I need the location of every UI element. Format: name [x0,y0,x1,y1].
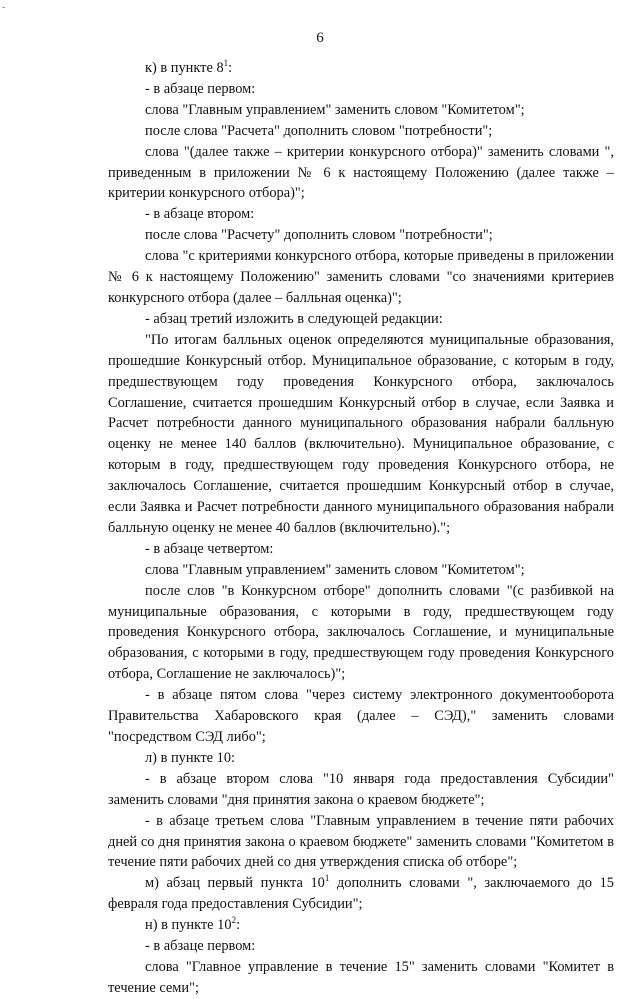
paragraph-item-l: л) в пункте 10: [145,749,236,766]
paragraph: - в абзаце пятом слова "через систему электронного документооборота Правительства Хабаровского края (далее – СЭД)," заменить словами "посредством СЭД либо"; [108,687,614,745]
page-number: 6 [316,30,324,46]
paragraph-new-wording: "По итогам балльных оценок определяются муниципальные образования, прошедшие Конкурсный отбор. Муниципальное образование, с которым в году, предшествующем году проведения Конкурсного отбора, заключалось Соглашение, считается прошедшим Конкурсный отбор в случае, если Заявка и Расчет потребности данного муниципального образования набрали балльную оценку не менее 140 баллов (включительно). Муниципальное образование, с которым в году, предшествующем году проведения Конкурсного отбора, не заключалось Соглашение, считается прошедшим Конкурсный отбор в случае, если Заявка и Расчет потребности данного муниципального образования набрали балльную оценку не менее 40 баллов (включительно)."; [108,331,614,536]
paragraph: слова "Главным управлением" заменить словом "Комитетом"; [145,101,525,118]
paragraph-item-k: к) в пункте $8^1$: [145,58,233,76]
paragraph: - в абзаце втором: [145,206,255,223]
document-body [108,58,614,999]
paragraph: - в абзаце четвертом: [145,540,274,557]
paragraph: после слов "в Конкурсном отборе" дополнить словами "(с разбивкой на муниципальные образования, с которыми в году, предшествующем году проведения Конкурсного отбора, заключалось Соглашение, и муниципальные образования, с которыми в году, предшествующем году проведения Конкурсного отбора, Соглашение не заключалось)"; [108,582,614,683]
paragraph: - в абзаце третьем слова "Главным управлением в течение пяти рабочих дней со дня принятия закона о краевом бюджете" заменить словами "Комитетом в течение пяти рабочих дней со дня утверждения списка об отборе"; [108,812,614,871]
paragraph: слова "(далее также – критерии конкурсного отбора)" заменить словами ", приведенным в приложении № 6 к настоящему Положению (далее также – критерии конкурсного отбора)"; [108,143,614,202]
superscript: 1 [324,873,330,884]
paragraph: - в абзаце первом: [145,938,256,955]
paragraph: после слова "Расчету" дополнить словом "потребности"; [145,227,493,244]
corner-mark: - [2,2,6,13]
superscript: 2 [231,915,237,926]
paragraph: - в абзаце первом: [145,80,256,97]
paragraph-item-n: н) в пункте $10^2$: [145,915,241,934]
paragraph: слова "Главное управление в течение 15" заменить словами "Комитет в течение семи"; [108,958,614,996]
paragraph-item-m: м) абзац первый пункта $10^1$ дополнить словами ", заключаемого до 15 февраля года предоставления Субсидии"; [108,873,614,913]
paragraph: после слова "Расчета" дополнить словом "потребности"; [145,122,493,139]
paragraph: слова "Главным управлением" заменить словом "Комитетом"; [145,561,525,578]
paragraph: - абзац третий изложить в следующей редакции: [145,310,443,327]
paragraph: - в абзаце втором слова "10 января года предоставления Субсидии" заменить словами "дня принятия закона о краевом бюджете"; [108,770,614,808]
paragraph: слова "с критериями конкурсного отбора, которые приведены в приложении № 6 к настоящему Положению" заменить словами "со значениями критериев конкурсного отбора (далее – балльная оценка)"; [108,248,614,306]
superscript: 1 [223,58,229,69]
